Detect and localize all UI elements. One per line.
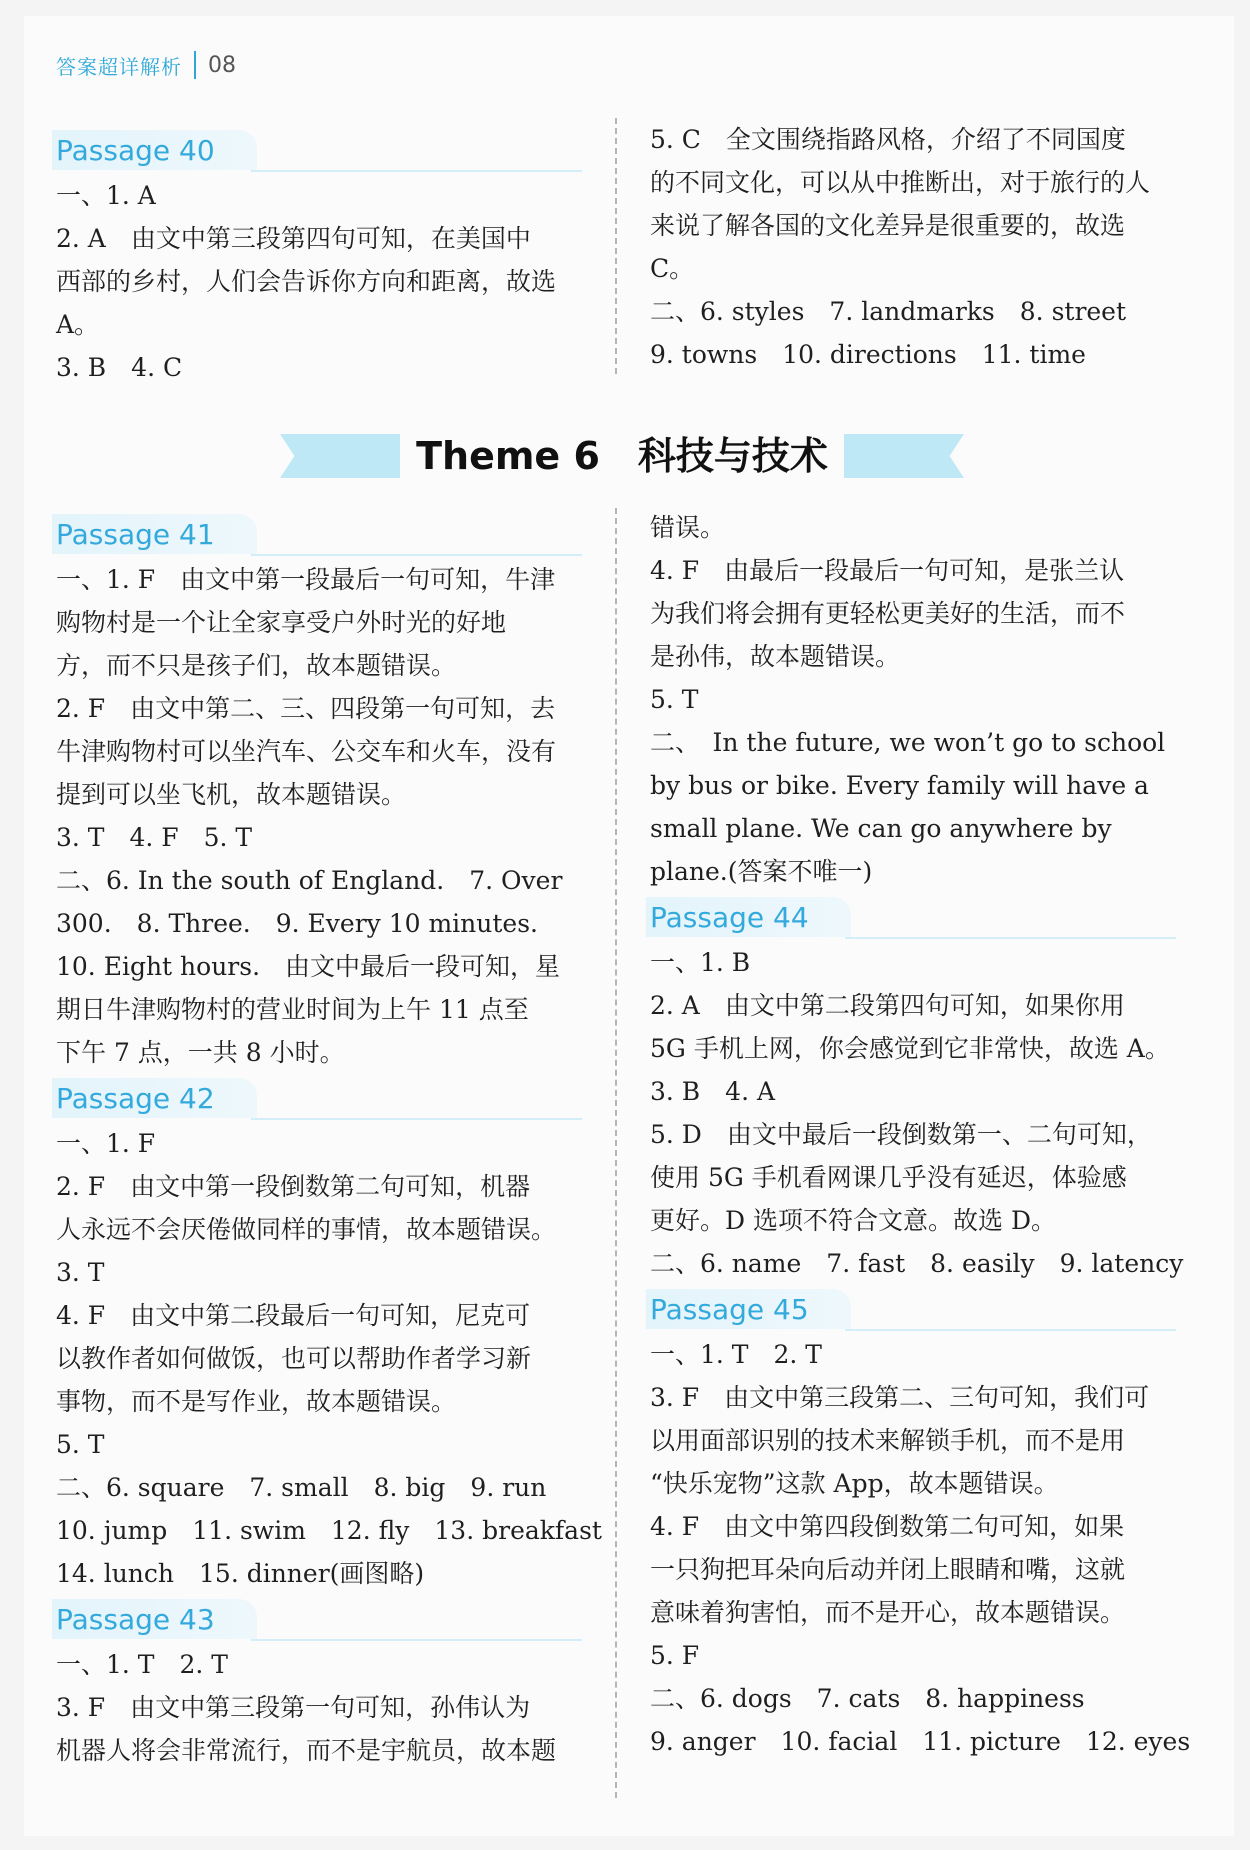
theme-banner [272,426,972,486]
answer-line: 5. F [650,1641,700,1670]
answer-line: 西部的乡村，人们会告诉你方向和距离，故选 [56,267,557,296]
answer-line: 3. B 4. C [56,353,183,382]
answer-line: 人永远不会厌倦做同样的事情，故本题错误。 [56,1215,557,1244]
answer-line: 的不同文化，可以从中推断出，对于旅行的人 [650,168,1151,197]
answer-line: 一只狗把耳朵向后动并闭上眼睛和嘴，这就 [650,1555,1126,1584]
answer-line: 期日牛津购物村的营业时间为上午 11 点至 [56,995,529,1024]
answer-line: 2. A 由文中第三段第四句可知，在美国中 [56,224,531,253]
answer-line: C。 [650,254,695,283]
answer-line: 9. towns 10. directions 11. time [650,340,1086,369]
answer-line: 4. F 由文中第二段最后一句可知，尼克可 [56,1301,531,1330]
answer-line: 提到可以坐飞机，故本题错误。 [56,780,407,809]
answer-line: 4. F 由文中第四段倒数第二句可知，如果 [650,1512,1125,1541]
answer-line: “快乐宠物”这款 App，故本题错误。 [650,1469,1059,1498]
answer-line: 4. F 由最后一段最后一句可知，是张兰认 [650,556,1125,585]
passage-42-answers [56,1122,602,1595]
answer-line: 3. T [56,1258,105,1287]
answer-line: 意味着狗害怕，而不是开心，故本题错误。 [650,1598,1126,1627]
answer-line: 2. F 由文中第一段倒数第二句可知，机器 [56,1172,531,1201]
answer-line: 10. jump 11. swim 12. fly 13. breakfast [56,1516,602,1545]
header-separator [194,51,196,79]
column-divider [615,508,617,1798]
answer-line: 二、6. square 7. small 8. big 9. run [56,1473,547,1502]
passage-heading: Passage 40 [56,130,582,174]
answer-line: 一、1. B [650,948,751,977]
answer-line: 二、6. dogs 7. cats 8. happiness [650,1684,1085,1713]
answer-line: 2. F 由文中第二、三、四段第一句可知，去 [56,694,556,723]
answer-line: 方，而不只是孩子们，故本题错误。 [56,651,457,680]
answer-line: 为我们将会拥有更轻松更美好的生活，而不 [650,599,1126,628]
answer-line: 二、6. styles 7. landmarks 8. street [650,297,1127,326]
right-column [650,506,1191,1763]
answer-line: 9. anger 10. facial 11. picture 12. eyes [650,1727,1191,1756]
answer-line: by bus or bike. Every family will have a [650,771,1149,800]
passage-43-answers [56,1643,582,1772]
passage-heading: Passage 43 [56,1599,582,1643]
answer-line: 错误。 [650,513,726,542]
top-right-column [650,118,1176,376]
answer-line: 购物村是一个让全家享受户外时光的好地 [56,608,507,637]
answer-line: 3. F 由文中第三段第一句可知，孙伟认为 [56,1693,531,1722]
page-number: 08 [208,52,236,78]
answer-line: 一、1. A [56,181,156,210]
answer-line: 二、6. name 7. fast 8. easily 9. latency [650,1249,1184,1278]
answer-line: 5. T [56,1430,105,1459]
answer-line: small plane. We can go anywhere by [650,814,1112,843]
answer-line: 来说了解各国的文化差异是很重要的，故选 [650,211,1126,240]
answer-line: 2. A 由文中第二段第四句可知，如果你用 [650,991,1125,1020]
answer-line: 更好。D 选项不符合文意。故选 D。 [650,1206,1056,1235]
passage-heading: Passage 45 [650,1289,1176,1333]
answer-line: 5. D 由文中最后一段倒数第一、二句可知， [650,1120,1152,1149]
top-left-column [56,126,582,389]
answer-line: 10. Eight hours. 由文中最后一段可知，星 [56,952,561,981]
answer-line: 5G 手机上网，你会感觉到它非常快，故选 A。 [650,1034,1170,1063]
header-title: 答案超详解析 [56,54,182,79]
answer-line: 一、1. T 2. T [56,1650,228,1679]
passage-heading: Passage 41 [56,514,582,558]
answer-line: 一、1. F 由文中第一段最后一句可知，牛津 [56,565,556,594]
answer-line: 牛津购物村可以坐汽车、公交车和火车，没有 [56,737,557,766]
passage-40-answers [56,174,582,389]
answer-line: 是孙伟，故本题错误。 [650,642,901,671]
passage-44-answers [650,941,1184,1285]
answer-line: 3. F 由文中第三段第二、三句可知，我们可 [650,1383,1150,1412]
left-column [56,510,602,1772]
answer-line: 以用面部识别的技术来解锁手机，而不是用 [650,1426,1126,1455]
answer-line: 一、1. F [56,1129,156,1158]
answer-line: 使用 5G 手机看网课几乎没有延迟，体验感 [650,1163,1127,1192]
theme-title: Theme 6 科技与技术 [416,434,828,478]
answer-line: 14. lunch 15. dinner(画图略) [56,1559,425,1588]
answer-line: 以教作者如何做饭，也可以帮助作者学习新 [56,1344,532,1373]
page-header [56,48,236,82]
answer-line: 3. T 4. F 5. T [56,823,253,852]
passage-heading: Passage 44 [650,897,1176,941]
answer-line: A。 [56,310,100,339]
answer-line: 一、1. T 2. T [650,1340,822,1369]
answer-line: 300. 8. Three. 9. Every 10 minutes. [56,909,538,938]
answer-line: 机器人将会非常流行，而不是宇航员，故本题 [56,1736,557,1765]
answer-line: 下午 7 点，一共 8 小时。 [56,1038,345,1067]
passage-45-answers [650,1333,1191,1763]
answer-line: plane.(答案不唯一) [650,857,873,886]
answer-line: 二、 In the future, we won’t go to school [650,728,1166,757]
answer-line: 事物，而不是写作业，故本题错误。 [56,1387,457,1416]
answer-line: 5. T [650,685,699,714]
column-divider [615,118,617,374]
answer-line: 二、6. In the south of England. 7. Over [56,866,563,895]
passage-heading: Passage 42 [56,1078,582,1122]
passage-43-continued [650,506,1176,893]
answer-line: 5. C 全文围绕指路风格，介绍了不同国度 [650,125,1126,154]
answer-line: 3. B 4. A [650,1077,776,1106]
passage-41-answers [56,558,582,1074]
